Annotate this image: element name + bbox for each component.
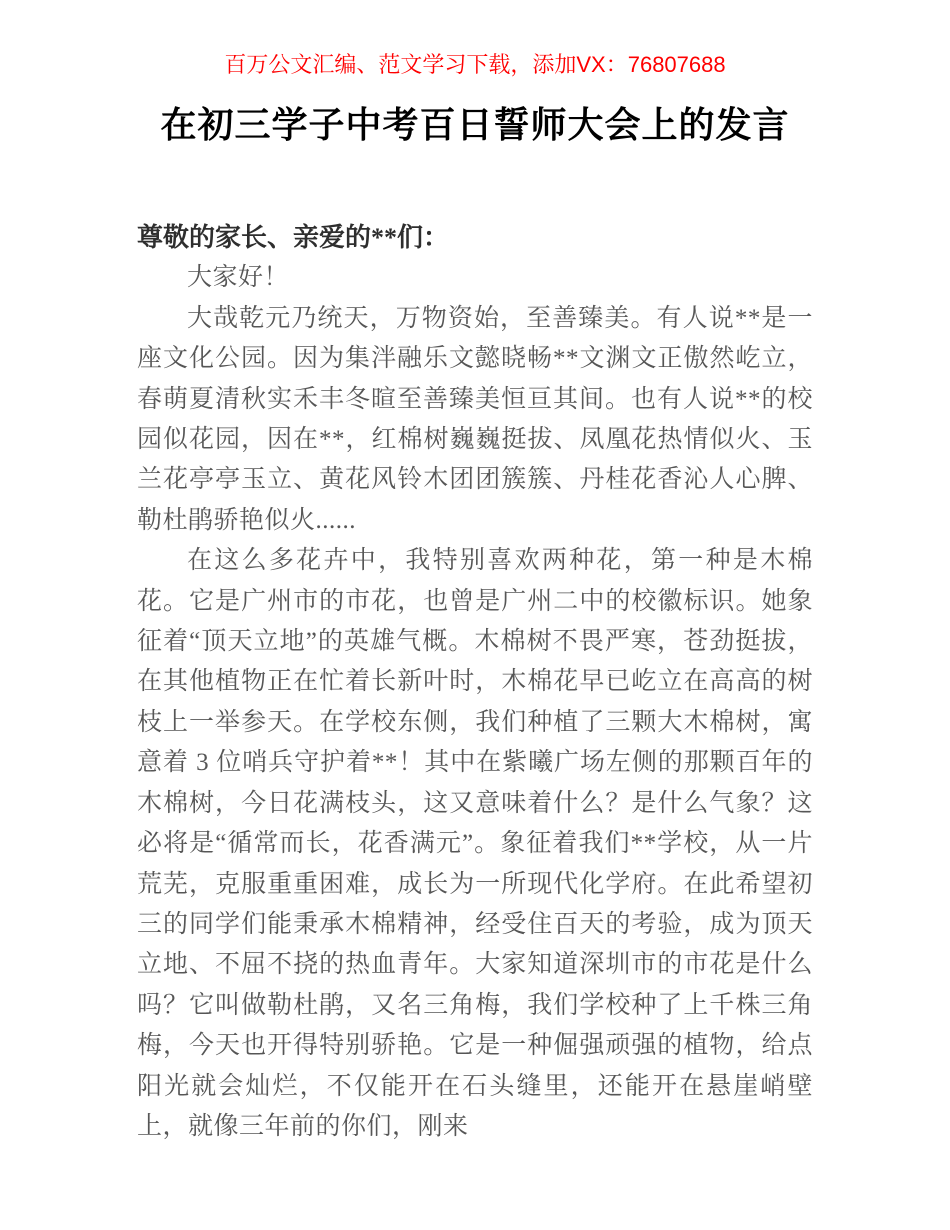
- promo-header-notice: 百万公文汇编、范文学习下载，添加VX：76807688: [224, 52, 726, 77]
- document-title: 在初三学子中考百日誓师大会上的发言: [160, 105, 790, 145]
- paragraph-kapok-bougainvillea: 在这么多花卉中，我特别喜欢两种花，第一种是木棉花。它是广州市的市花，也曾是广州二中的校徽标识。她象征着“顶天立地”的英雄气概。木棉树不畏严寒，苍劲挺拔，在其他植物正在忙着长新叶时，木棉花早已屹立在高高的树枝上一举参天。在学校东侧，我们种植了三颗大木棉树，寓意着 3 位哨兵守护着**！其中在紫曦广场左侧的那颗百年的木棉树，今日花满枝头，这又意味着什么？是什么气象？这必将是“循常而长，花香满元”。象征着我们**学校，从一片荒芜，克服重重困难，成长为一所现代化学府。在此希望初三的同学们能秉承木棉精神，经受住百天的考验，成为顶天立地、不屈不挠的热血青年。大家知道深圳市的市花是什么吗？它叫做勒杜鹃，又名三角梅，我们学校种了上千株三角梅，今天也开得特别骄艳。它是一种倔强顽强的植物，给点阳光就会灿烂，不仅能开在石头缝里，还能开在悬崖峭壁上，就像三年前的你们，刚来: [137, 547, 813, 1140]
- paragraph-campus-flowers: 大哉乾元乃统天，万物资始，至善臻美。有人说**是一座文化公园。因为集泮融乐文懿晓畅**文渊文正傲然屹立，春萌夏清秋实禾丰冬暄至善臻美恒亘其间。也有人说**的校园似花园，因在**，红棉树巍巍挺拔、凤凰花热情似火、玉兰花亭亭玉立、黄花风铃木团团簇簇、丹桂花香沁人心脾、勒杜鹃骄艳似火......: [137, 304, 813, 534]
- document-body: [137, 218, 813, 1147]
- salutation-line: 尊敬的家长、亲爱的**们：: [137, 223, 450, 252]
- paragraph-greeting: 大家好！: [187, 264, 290, 292]
